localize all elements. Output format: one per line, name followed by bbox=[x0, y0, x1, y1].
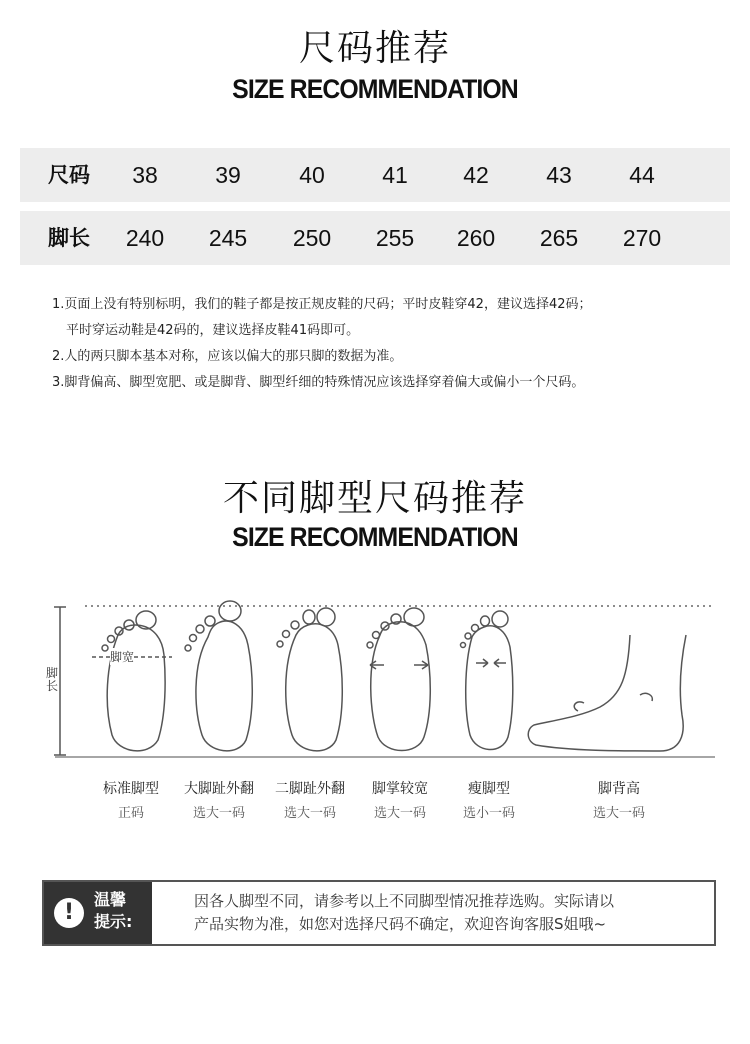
foot-type-name: 脚掌较宽 bbox=[372, 781, 428, 797]
size-cell: 42 bbox=[463, 162, 489, 188]
foot-type-subtitle: SIZE RECOMMENDATION bbox=[232, 522, 518, 552]
foot-type-advice: 选大一码 bbox=[283, 806, 336, 821]
foot-illustrations bbox=[40, 595, 720, 835]
foot-type-name: 脚背高 bbox=[598, 781, 640, 797]
length-cell: 270 bbox=[622, 225, 662, 251]
tip-box bbox=[42, 880, 716, 946]
foot-type-name: 大脚趾外翻 bbox=[184, 781, 254, 797]
foot-type-advice: 选大一码 bbox=[192, 806, 245, 821]
length-cell: 245 bbox=[208, 225, 248, 251]
size-recommendation-subtitle: SIZE RECOMMENDATION bbox=[232, 74, 518, 104]
note-line: 1.页面上没有特别标明，我们的鞋子都是按正规皮鞋的尺码；平时皮鞋穿42，建议选择42码； bbox=[52, 297, 592, 312]
size-cell: 41 bbox=[382, 162, 408, 188]
tip-heading-line: 温馨 bbox=[94, 890, 127, 909]
tip-text-line: 因各人脚型不同，请参考以上不同脚型情况推荐选购。实际请以 bbox=[194, 892, 615, 910]
size-cell: 44 bbox=[629, 162, 655, 188]
tip-heading-line: 提示: bbox=[94, 912, 133, 931]
size-notes bbox=[52, 292, 742, 396]
size-cell: 40 bbox=[299, 162, 325, 188]
foot-length-row-label: 脚长 bbox=[48, 226, 90, 250]
foot-width-label: 脚宽 bbox=[110, 650, 135, 664]
foot-type-advice: 选小一码 bbox=[462, 806, 515, 821]
length-cell: 255 bbox=[375, 225, 415, 251]
size-cell: 39 bbox=[215, 162, 241, 188]
note-line: 2.人的两只脚本基本对称，应该以偏大的那只脚的数据为准。 bbox=[52, 349, 403, 364]
length-cell: 240 bbox=[125, 225, 165, 251]
foot-length-row bbox=[20, 211, 730, 265]
size-cell: 38 bbox=[132, 162, 158, 188]
size-recommendation-title: 尺码推荐 bbox=[298, 28, 451, 69]
foot-type-name: 标准脚型 bbox=[103, 781, 159, 797]
length-cell: 265 bbox=[539, 225, 579, 251]
foot-length-label: 脚长 bbox=[46, 666, 59, 693]
exclamation-icon: ! bbox=[54, 898, 84, 928]
size-cell: 43 bbox=[546, 162, 572, 188]
length-cell: 260 bbox=[456, 225, 496, 251]
foot-type-name: 瘦脚型 bbox=[468, 781, 510, 797]
foot-type-advice: 正码 bbox=[117, 806, 144, 821]
note-line: 平时穿运动鞋是42码的，建议选择皮鞋41码即可。 bbox=[66, 323, 360, 338]
tip-heading-block bbox=[44, 882, 152, 944]
size-row bbox=[20, 148, 730, 202]
foot-type-advice: 选大一码 bbox=[373, 806, 426, 821]
foot-type-advice: 选大一码 bbox=[592, 806, 645, 821]
foot-type-diagram bbox=[40, 595, 720, 835]
note-line: 3.脚背偏高、脚型宽肥、或是脚背、脚型纤细的特殊情况应该选择穿着偏大或偏小一个尺码。 bbox=[52, 375, 585, 390]
foot-type-name: 二脚趾外翻 bbox=[275, 781, 345, 797]
tip-text bbox=[194, 890, 704, 936]
tip-heading bbox=[94, 889, 150, 933]
size-row-label: 尺码 bbox=[48, 163, 90, 187]
length-cell: 250 bbox=[292, 225, 332, 251]
foot-type-title: 不同脚型尺码推荐 bbox=[222, 478, 527, 519]
tip-text-line: 产品实物为准，如您对选择尺码不确定，欢迎咨询客服S姐哦~ bbox=[194, 915, 607, 933]
